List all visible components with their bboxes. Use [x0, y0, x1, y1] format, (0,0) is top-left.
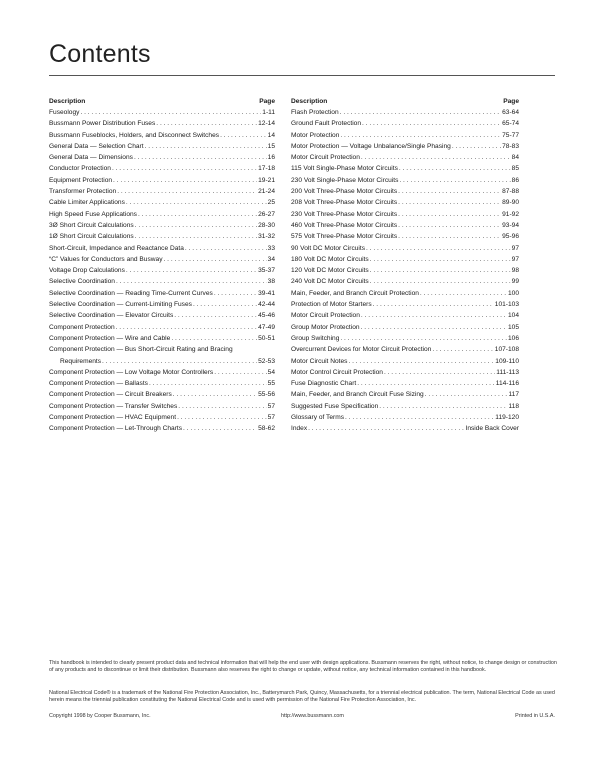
toc-entry-page: Inside Back Cover: [465, 425, 519, 433]
leader-dots: [366, 243, 511, 254]
toc-entry[interactable]: [291, 367, 519, 378]
toc-entry-text: 575 Volt Three-Phase Motor Circuits: [291, 233, 398, 241]
toc-entry[interactable]: [49, 265, 275, 276]
toc-entry-page: 39-41: [258, 289, 275, 297]
toc-entry-text: Ground Fault Protection: [291, 120, 362, 128]
website-link[interactable]: http://www.bussmann.com: [281, 713, 344, 719]
toc-entry-page: 119-120: [495, 414, 519, 422]
toc-entry-text: Motor Protection: [291, 131, 340, 139]
toc-entry[interactable]: [49, 310, 275, 321]
toc-entry-text: Protection of Motor Starters: [291, 301, 372, 309]
toc-entry-text: 120 Volt DC Motor Circuits: [291, 267, 369, 275]
toc-entry-page: 117: [508, 391, 519, 399]
leader-dots: [357, 378, 495, 389]
toc-entry-page: 85: [511, 165, 519, 173]
toc-right-entries: [291, 107, 519, 435]
toc-entry-text: Motor Control Circuit Protection: [291, 368, 383, 376]
toc-right-header: [291, 96, 519, 107]
toc-entry-text-cont: Requirements: [60, 357, 102, 365]
toc-entry-page: 65-74: [502, 120, 519, 128]
toc-entry[interactable]: [291, 378, 519, 389]
toc-entry[interactable]: [291, 175, 519, 186]
leader-dots: [370, 254, 511, 265]
toc-entry-page: 55-56: [258, 391, 275, 399]
leader-dots: [308, 423, 464, 434]
toc-entry-text: Component Protection: [49, 323, 115, 331]
toc-entry[interactable]: [49, 333, 275, 344]
leader-dots: [171, 333, 257, 344]
trademark-text: National Electrical Code® is a trademark of the National Fire Protection Association, Inc., Batterymarch Park, Quincy, Massachusetts, for a triennial electrical publication. The term, National Electrical Code as used herein means the triennial publication constituting the National Electrical Code and is used with permission of the National Fire Protection Association, Inc.: [49, 690, 555, 704]
printed-text: Printed in U.S.A.: [515, 713, 555, 719]
toc-entry-page: 35-37: [258, 267, 275, 275]
toc-entry-page: 58-62: [258, 425, 275, 433]
toc-entry-text: 200 Volt Three-Phase Motor Circuits: [291, 188, 398, 196]
toc-left-entries-after: [49, 367, 275, 435]
toc-entry-text: Selective Coordination — Elevator Circuits: [49, 312, 174, 320]
leader-dots: [134, 152, 267, 163]
leader-dots: [164, 254, 267, 265]
toc-entry-text: Component Protection — Ballasts: [49, 380, 148, 388]
toc-entry-text: 460 Volt Three-Phase Motor Circuits: [291, 221, 398, 229]
leader-dots: [361, 152, 511, 163]
toc-entry-page: 98: [511, 267, 519, 275]
toc-entry-text: Motor Circuit Protection: [291, 312, 360, 320]
toc-entry-text: Component Protection — Wire and Cable: [49, 334, 171, 342]
toc-entry-text: Motor Circuit Notes: [291, 357, 348, 365]
copyright-row: [49, 713, 555, 719]
toc-entry-text: Group Motor Protection: [291, 323, 360, 331]
leader-dots: [80, 107, 261, 118]
toc-entry-text: 115 Volt Single-Phase Motor Circuits: [291, 165, 398, 173]
toc-entry-page: 75-77: [502, 131, 519, 139]
toc-entry-page: 52-53: [258, 357, 275, 365]
toc-entry-text: Suggested Fuse Specification: [291, 402, 379, 410]
leader-dots: [135, 220, 257, 231]
toc-entry[interactable]: [291, 220, 519, 231]
toc-entry[interactable]: [291, 356, 519, 367]
toc-entry-page: 33: [267, 244, 275, 252]
toc-entry[interactable]: [291, 152, 519, 163]
toc-entry-page: 14: [267, 131, 275, 139]
toc-entry-page: 25: [267, 199, 275, 207]
toc-left-column: [49, 96, 275, 435]
toc-entry-page: 63-64: [502, 109, 519, 116]
toc-entry-text: Transformer Protection: [49, 188, 117, 196]
toc-entry-page: 101-103: [494, 301, 519, 309]
toc-entry[interactable]: [291, 389, 519, 400]
toc-entry[interactable]: [49, 141, 275, 152]
toc-entry-page: 50-51: [258, 334, 275, 342]
toc-entry-page: 26-27: [258, 210, 275, 218]
toc-entry[interactable]: [49, 412, 275, 423]
leader-dots: [361, 310, 507, 321]
leader-dots: [452, 141, 501, 152]
leader-dots: [135, 231, 257, 242]
toc-entry[interactable]: [49, 209, 275, 220]
leader-dots: [370, 265, 511, 276]
leader-dots: [398, 186, 501, 197]
toc-entry-page: 17-18: [258, 165, 275, 173]
toc-entry-page: 84: [511, 154, 519, 162]
leader-dots: [126, 265, 257, 276]
toc-entry-text: Motor Circuit Protection: [291, 154, 360, 162]
toc-entry-text: Component Protection — Low Voltage Motor Controllers: [49, 368, 214, 376]
leader-dots: [193, 299, 257, 310]
leader-dots: [398, 197, 501, 208]
toc-entry-text: Fuse Diagnostic Chart: [291, 380, 357, 388]
toc-entry-text: “C” Values for Conductors and Busway: [49, 255, 163, 263]
leader-dots: [174, 310, 257, 321]
toc-entry-page: 16: [267, 154, 275, 162]
leader-dots: [126, 197, 267, 208]
toc-entry-text: Index: [291, 425, 308, 433]
toc-entry-page: 99: [511, 278, 519, 286]
toc-entry[interactable]: [49, 118, 275, 129]
toc-entry-text: Main, Feeder, and Branch Circuit Protection: [291, 289, 419, 297]
toc-entry-text: 1Ø Short Circuit Calculations: [49, 233, 134, 241]
toc-entry-page: 54: [267, 368, 275, 376]
toc-entry-page: 104: [507, 312, 519, 320]
leader-dots: [345, 412, 494, 423]
leader-dots: [214, 367, 266, 378]
leader-dots: [420, 288, 507, 299]
page-header: Page: [503, 98, 519, 105]
toc-entry[interactable]: [291, 423, 519, 434]
toc-entry-text: High Speed Fuse Applications: [49, 210, 137, 218]
toc-entry[interactable]: [49, 220, 275, 231]
toc-entry-text: Selective Coordination — Reading Time-Current Curves: [49, 289, 213, 297]
leader-dots: [340, 107, 501, 118]
toc-entry[interactable]: [49, 389, 275, 400]
title-rule: [49, 75, 555, 76]
leader-dots: [370, 276, 511, 287]
toc-entry[interactable]: [291, 107, 519, 118]
leader-dots: [183, 423, 257, 434]
copyright-text: Copyright 1998 by Cooper Bussmann, Inc.: [49, 713, 151, 719]
toc-entry[interactable]: [291, 401, 519, 412]
leader-dots: [149, 378, 267, 389]
leader-dots: [185, 243, 267, 254]
leader-dots: [384, 367, 495, 378]
page-title: Contents: [49, 40, 151, 68]
toc-entry[interactable]: [49, 378, 275, 389]
toc-entry-text: 240 Volt DC Motor Circuits: [291, 278, 369, 286]
toc-entry-page: 19-21: [258, 176, 275, 184]
toc-entry-text: Selective Coordination: [49, 278, 115, 286]
toc-entry-text: Component Protection — Let-Through Charts: [49, 425, 183, 433]
toc-entry[interactable]: [49, 367, 275, 378]
toc-entry[interactable]: [49, 401, 275, 412]
leader-dots: [112, 163, 257, 174]
toc-entry-text: General Data — Dimensions: [49, 154, 133, 162]
toc-entry-text: Group Switching: [291, 334, 340, 342]
toc-entry[interactable]: [291, 412, 519, 423]
toc-entry-text: Voltage Drop Calculations: [49, 267, 125, 275]
leader-dots: [116, 276, 267, 287]
toc-entry[interactable]: [291, 322, 519, 333]
toc-entry-page: 47-49: [258, 323, 275, 331]
toc-entry-page: 1-11: [262, 109, 275, 116]
leader-dots: [178, 401, 266, 412]
toc-entry[interactable]: [49, 243, 275, 254]
toc-entry[interactable]: [49, 152, 275, 163]
toc-entry-text: 230 Volt Single-Phase Motor Circuits: [291, 176, 399, 184]
toc-entry-text: Flash Protection: [291, 109, 339, 116]
description-header: Description: [291, 98, 328, 105]
toc-entry[interactable]: [291, 231, 519, 242]
leader-dots: [173, 389, 257, 400]
toc-right-column: [291, 96, 519, 435]
toc-entry[interactable]: [49, 299, 275, 310]
toc-entry-text: Cable Limiter Applications: [49, 199, 125, 207]
toc-entry-page: 118: [508, 402, 519, 410]
leader-dots: [362, 118, 501, 129]
toc-entry-page: 34: [267, 255, 275, 263]
toc-entry-page: 42-44: [258, 301, 275, 309]
toc-entry[interactable]: [49, 175, 275, 186]
toc-entry-text: Component Protection — Circuit Breakers: [49, 391, 172, 399]
leader-dots: [138, 209, 257, 220]
leader-dots: [214, 288, 257, 299]
toc-entry-page: 12-14: [258, 120, 275, 128]
leader-dots: [220, 130, 267, 141]
toc-entry-page: 97: [511, 255, 519, 263]
toc-entry-page: 78-83: [502, 142, 519, 150]
leader-dots: [399, 163, 511, 174]
toc-entry-page: 57: [267, 402, 275, 410]
toc-left-entries: [49, 107, 275, 344]
leader-dots: [156, 118, 257, 129]
toc-entry-page: 91-92: [502, 210, 519, 218]
toc-entry[interactable]: [291, 344, 519, 355]
toc-entry-text: Component Protection — HVAC Equipment: [49, 414, 177, 422]
toc-entry-page: 114-116: [495, 380, 519, 388]
toc-entry-page: 100: [507, 289, 519, 297]
toc-entry[interactable]: [291, 276, 519, 287]
toc-entry-page: 31-32: [258, 233, 275, 241]
toc-entry-page: 97: [511, 244, 519, 252]
toc-entry[interactable]: [49, 423, 275, 434]
toc-entry[interactable]: [49, 231, 275, 242]
toc-entry[interactable]: [49, 344, 275, 367]
toc-entry-text: Overcurrent Devices for Motor Circuit Protection: [291, 346, 432, 354]
page-header: Page: [259, 98, 275, 105]
toc-entry-text: Selective Coordination — Current-Limiting Fuses: [49, 301, 192, 309]
toc-entry-page: 28-30: [258, 221, 275, 229]
toc-entry-text: Main, Feeder, and Branch Circuit Fuse Sizing: [291, 391, 424, 399]
leader-dots: [432, 344, 493, 355]
toc-left-header: [49, 96, 275, 107]
toc-entry-page: 38: [267, 278, 275, 286]
toc-entry-page: 109-110: [495, 357, 519, 365]
toc-entry-page: 107-108: [494, 346, 519, 354]
toc-entry-page: 89-90: [502, 199, 519, 207]
leader-dots: [340, 333, 507, 344]
leader-dots: [373, 299, 494, 310]
toc-entry-text: 208 Volt Three-Phase Motor Circuits: [291, 199, 398, 207]
toc-entry-text: 3Ø Short Circuit Calculations: [49, 221, 134, 229]
toc-entry[interactable]: [291, 163, 519, 174]
toc-entry[interactable]: [49, 197, 275, 208]
toc-entry-page: 105: [507, 323, 519, 331]
toc-entry-text: Component Protection — Transfer Switches: [49, 402, 178, 410]
toc-entry-page: 111-113: [496, 368, 519, 376]
leader-dots: [117, 186, 257, 197]
leader-dots: [361, 322, 507, 333]
toc-entry[interactable]: [291, 299, 519, 310]
leader-dots: [113, 175, 257, 186]
toc-entry-text: 230 Volt Three-Phase Motor Circuits: [291, 210, 398, 218]
toc-entry[interactable]: [291, 130, 519, 141]
toc-entry-text: Bussmann Power Distribution Fuses: [49, 120, 156, 128]
toc-entry[interactable]: [291, 243, 519, 254]
leader-dots: [348, 356, 494, 367]
leader-dots: [340, 130, 501, 141]
toc-entry-page: 15: [267, 142, 275, 150]
toc-entry-text: Conductor Protection: [49, 165, 111, 173]
toc-entry[interactable]: [291, 118, 519, 129]
toc-entry[interactable]: [291, 209, 519, 220]
toc-entry-page: 95-96: [502, 233, 519, 241]
toc-entry-page: 55: [267, 380, 275, 388]
toc-entry-page: 21-24: [258, 188, 275, 196]
description-header: Description: [49, 98, 86, 105]
toc-entry-text: Equipment Protection: [49, 176, 113, 184]
leader-dots: [102, 356, 257, 367]
leader-dots: [398, 220, 501, 231]
leader-dots: [398, 231, 501, 242]
toc-entry-page: 57: [267, 414, 275, 422]
leader-dots: [399, 175, 510, 186]
toc-entry[interactable]: [49, 130, 275, 141]
toc-entry[interactable]: [49, 163, 275, 174]
toc-entry-text: Short-Circuit, Impedance and Reactance Data: [49, 244, 184, 252]
toc-entry-page: 86: [511, 176, 519, 184]
toc-entry[interactable]: [49, 186, 275, 197]
toc-entry-text: General Data — Selection Chart: [49, 142, 144, 150]
toc-entry-text: Component Protection — Bus Short-Circuit Rating and Bracing: [49, 346, 233, 354]
leader-dots: [398, 209, 501, 220]
leader-dots: [116, 322, 258, 333]
toc-entry-page: 106: [507, 334, 519, 342]
toc-entry[interactable]: [49, 288, 275, 299]
toc-entry-text: Bussmann Fuseblocks, Holders, and Disconnect Switches: [49, 131, 220, 139]
toc-entry[interactable]: [291, 333, 519, 344]
toc-entry[interactable]: [291, 310, 519, 321]
toc-entry-page: 45-46: [258, 312, 275, 320]
toc-entry[interactable]: [291, 288, 519, 299]
leader-dots: [177, 412, 267, 423]
toc-entry[interactable]: [49, 322, 275, 333]
leader-dots: [145, 141, 267, 152]
toc-entry-page: 93-94: [502, 221, 519, 229]
leader-dots: [379, 401, 507, 412]
toc-entry[interactable]: [291, 141, 519, 152]
toc-entry[interactable]: [291, 197, 519, 208]
toc-entry[interactable]: [49, 276, 275, 287]
toc-entry[interactable]: [291, 265, 519, 276]
toc-entry-text: Fuseology: [49, 109, 80, 116]
toc-entry[interactable]: [291, 254, 519, 265]
toc-entry-text: 180 Volt DC Motor Circuits: [291, 255, 369, 263]
leader-dots: [425, 389, 508, 400]
toc-entry[interactable]: [291, 186, 519, 197]
toc-entry-page: 87-88: [502, 188, 519, 196]
toc-entry-text: Motor Protection — Voltage Unbalance/Single Phasing: [291, 142, 451, 150]
disclaimer-text: This handbook is intended to clearly present product data and technical information that will help the end user with design applications. Bussmann reserves the right, without notice, to change design or construction of any products and to discontinue or limit their distribution. Bussmann also reserves the right to change or update, without notice, any technical information contained in this handbook.: [49, 660, 557, 674]
toc-entry[interactable]: [49, 107, 275, 118]
toc-entry[interactable]: [49, 254, 275, 265]
toc-entry-text: 90 Volt DC Motor Circuits: [291, 244, 366, 252]
toc-entry-text: Glossary of Terms: [291, 414, 345, 422]
